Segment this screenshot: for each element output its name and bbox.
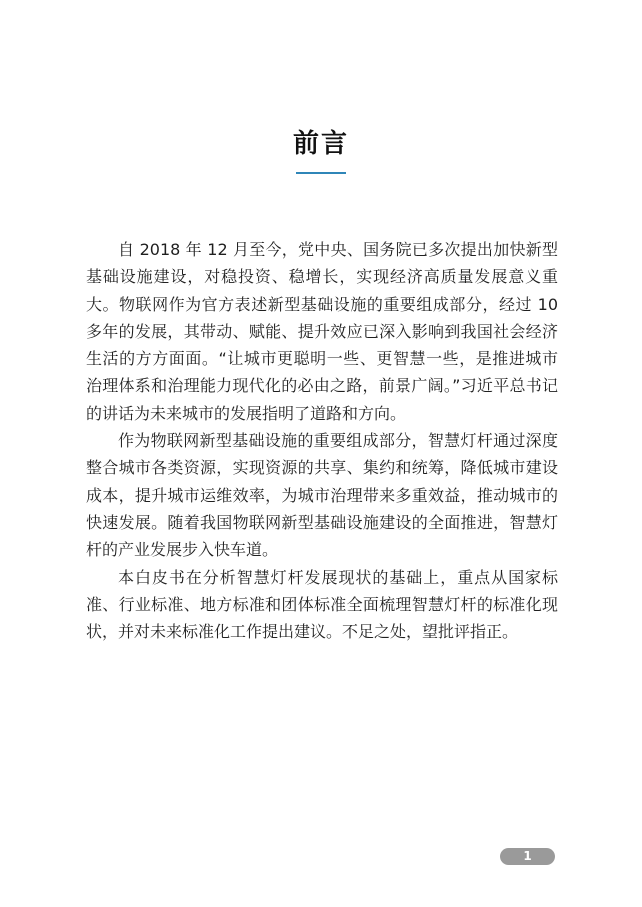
page-number-badge: 1 bbox=[500, 848, 555, 865]
page-title: 前言 bbox=[292, 129, 349, 159]
title-underline bbox=[296, 172, 346, 174]
paragraph-1: 自 2018 年 12 月至今，党中央、国务院已多次提出加快新型基础设施建设，对稳投资、稳增长，实现经济高质量发展意义重大。物联网作为官方表述新型基础设施的重要组成部分，经过 10 多年的发展，其带动、赋能、提升效应已深入影响到我国社会经济生活的方方面面。“让城市更聪明一些、更智慧一些，是推进城市治理体系和治理能力现代化的必由之路，前景广阔。”习近平总书记的讲话为未来城市的发展指明了道路和方向。 bbox=[86, 240, 558, 423]
body-text bbox=[86, 236, 558, 645]
paragraph-2: 作为物联网新型基础设施的重要组成部分，智慧灯杆通过深度整合城市各类资源，实现资源的共享、集约和统筹，降低城市建设成本，提升城市运维效率，为城市治理带来多重效益，推动城市的快速发展。随着我国物联网新型基础设施建设的全面推进，智慧灯杆的产业发展步入快车道。 bbox=[86, 431, 558, 560]
paragraph-3: 本白皮书在分析智慧灯杆发展现状的基础上，重点从国家标准、行业标准、地方标准和团体标准全面梳理智慧灯杆的标准化现状，并对未来标准化工作提出建议。不足之处，望批评指正。 bbox=[86, 567, 558, 642]
